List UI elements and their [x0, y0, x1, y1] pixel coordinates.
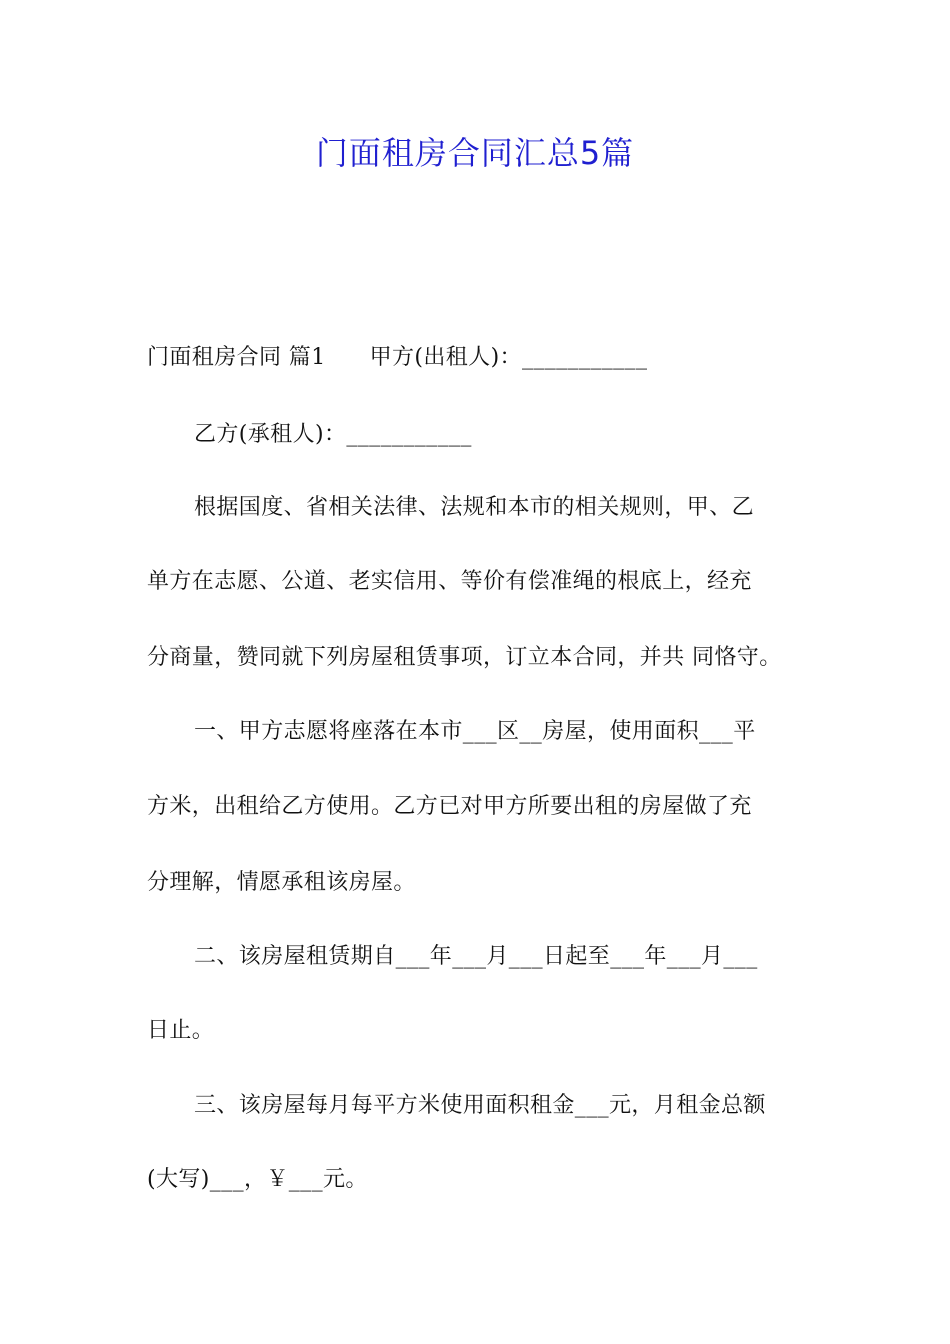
- paragraph-line: 分商量，赞同就下列房屋租赁事项，订立本合同，并共 同恪守。: [147, 645, 782, 670]
- paragraph-line: 单方在志愿、公道、老实信用、等价有偿准绳的根底上，经充: [147, 569, 752, 594]
- document-title: 门面租房合同汇总5篇: [315, 134, 635, 172]
- clause-3-line: (大写)___，￥___元。: [147, 1167, 368, 1192]
- clause-3-line: 三、该房屋每月每平方米使用面积租金___元，月租金总额: [194, 1093, 766, 1118]
- clause-2-line: 日止。: [147, 1018, 215, 1043]
- party-b-field: 乙方(承租人)：___________: [194, 422, 472, 447]
- paragraph-line: 根据国度、省相关法律、法规和本市的相关规则，甲、乙: [194, 495, 755, 520]
- clause-1-line: 一、甲方志愿将座落在本市___区__房屋，使用面积___平: [194, 719, 756, 744]
- clause-1-line: 方米，出租给乙方使用。乙方已对甲方所要出租的房屋做了充: [147, 794, 752, 819]
- clause-1-line: 分理解，情愿承租该房屋。: [147, 870, 416, 895]
- party-a-field: 甲方(出租人)：___________: [369, 345, 648, 370]
- contract-part-label: 门面租房合同 篇1: [147, 345, 326, 370]
- clause-2-line: 二、该房屋租赁期自___年___月___日起至___年___月___: [194, 944, 758, 969]
- contract-heading-line: [147, 343, 647, 373]
